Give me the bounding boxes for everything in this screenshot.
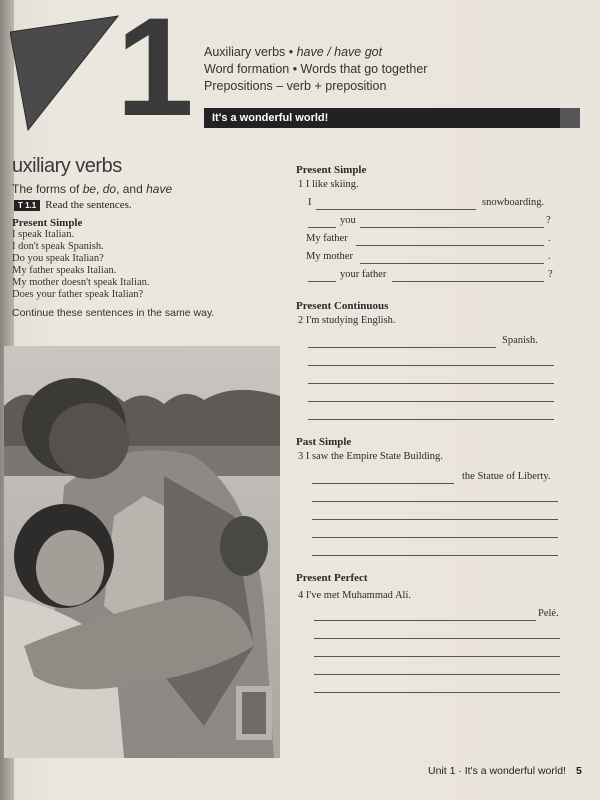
banner-tail <box>560 108 580 128</box>
instruction-text: Read the sentences. <box>45 199 132 211</box>
line-start-text: you <box>340 215 356 226</box>
blank-rule <box>314 674 560 675</box>
page-footer <box>428 765 582 777</box>
line-start-text: your father <box>340 269 387 280</box>
topic-line-2: Word formation • Words that go together <box>204 62 428 76</box>
unit-triangle-graphic <box>10 14 130 132</box>
footer-unit-title: Unit 1 · It's a wonderful world! <box>428 765 566 777</box>
subhead-text: , <box>96 182 103 196</box>
blank-rule <box>312 555 558 556</box>
unit-title-banner: It's a wonderful world! <box>204 108 566 128</box>
line-end-text: snowboarding. <box>482 197 545 208</box>
section-title: uxiliary verbs <box>12 155 122 177</box>
continue-instruction: Continue these sentences in the same way. <box>12 307 215 319</box>
hug-photo <box>4 346 280 758</box>
instruction-row <box>12 199 282 211</box>
subhead-text: The forms of <box>12 182 83 196</box>
present-continuous-exercise-heading: Present Continuous <box>296 300 389 312</box>
exercise-prompt: 1 I like skiing. <box>298 179 359 190</box>
blank-rule <box>314 638 560 639</box>
blank-rule <box>314 656 560 657</box>
answer-line[interactable] <box>296 468 570 486</box>
blank-rule <box>308 383 554 384</box>
topic-line-3: Prepositions – verb + preposition <box>204 79 387 93</box>
present-simple-exercise-heading: Present Simple <box>296 164 367 176</box>
topic-line-1 <box>204 44 564 61</box>
answer-line[interactable] <box>296 522 570 540</box>
present-perfect-exercise-heading: Present Perfect <box>296 572 368 584</box>
unit-topics <box>204 44 564 95</box>
blank-rule <box>312 537 558 538</box>
blank-rule <box>308 227 336 228</box>
answer-line[interactable] <box>296 332 570 350</box>
blank-rule <box>314 620 536 621</box>
blank-rule <box>312 519 558 520</box>
answer-line[interactable] <box>296 641 570 659</box>
answer-line[interactable] <box>296 194 570 212</box>
forms-subheading <box>12 182 282 196</box>
answer-line[interactable] <box>296 230 570 248</box>
blank-rule <box>392 281 544 282</box>
blank-rule <box>316 209 476 210</box>
answer-line[interactable] <box>296 350 570 368</box>
answer-line[interactable] <box>296 486 570 504</box>
line-start-text: My father <box>306 233 348 244</box>
line-end-text: the Statue of Liberty. <box>462 471 551 482</box>
blank-rule <box>308 365 554 366</box>
line-start-text: I <box>308 197 312 208</box>
blank-rule <box>314 692 560 693</box>
left-column <box>12 154 282 319</box>
answer-line[interactable] <box>296 404 570 422</box>
subhead-be: be <box>82 182 97 196</box>
topic-auxiliary: Auxiliary verbs <box>204 45 286 59</box>
line-end-text: Spanish. <box>502 335 538 346</box>
example-sentence: My mother doesn't speak Italian. <box>12 277 150 288</box>
present-simple-heading: Present Simple <box>12 217 83 229</box>
line-end-text: ? <box>546 215 551 226</box>
example-sentences <box>12 229 282 301</box>
example-sentence: My father speaks Italian. <box>12 265 117 276</box>
line-end-text: . <box>548 251 551 262</box>
topic-separator: • <box>285 45 297 59</box>
example-sentence: I don't speak Spanish. <box>12 241 104 252</box>
answer-line[interactable] <box>296 659 570 677</box>
page-number: 5 <box>575 765 582 777</box>
line-end-text: ? <box>548 269 553 280</box>
example-sentence: Do you speak Italian? <box>12 253 104 264</box>
blank-rule <box>308 281 336 282</box>
audio-track-badge: T 1.1 <box>14 200 40 211</box>
exercise-prompt: 3 I saw the Empire State Building. <box>298 451 443 462</box>
example-sentence: Does your father speak Italian? <box>12 289 144 300</box>
exercise-prompt: 2 I'm studying English. <box>298 315 396 326</box>
exercises-column <box>296 164 570 695</box>
subhead-do: do <box>102 182 117 196</box>
blank-rule <box>312 483 454 484</box>
blank-rule <box>308 419 554 420</box>
blank-rule <box>308 401 554 402</box>
past-simple-exercise-heading: Past Simple <box>296 436 352 448</box>
blank-rule <box>360 227 544 228</box>
answer-line[interactable] <box>296 248 570 266</box>
answer-line[interactable] <box>296 605 570 623</box>
answer-line[interactable] <box>296 386 570 404</box>
blank-rule <box>360 263 544 264</box>
blank-rule <box>312 501 558 502</box>
line-start-text: My mother <box>306 251 353 262</box>
answer-line[interactable] <box>296 368 570 386</box>
blank-rule <box>308 347 496 348</box>
subhead-have: have <box>146 182 173 196</box>
line-end-text: . <box>548 233 551 244</box>
topic-have: have / have got <box>296 45 383 59</box>
answer-line[interactable] <box>296 212 570 230</box>
line-end-text: Pelé. <box>538 608 559 619</box>
answer-line[interactable] <box>296 504 570 522</box>
answer-line[interactable] <box>296 540 570 558</box>
blank-rule <box>356 245 544 246</box>
example-sentence: I speak Italian. <box>12 229 75 240</box>
answer-line[interactable] <box>296 623 570 641</box>
exercise-prompt: 4 I've met Muhammad Ali. <box>298 590 411 601</box>
subhead-text: , and <box>116 182 147 196</box>
unit-number: 1 <box>116 0 188 145</box>
answer-line[interactable] <box>296 266 570 284</box>
answer-line[interactable] <box>296 677 570 695</box>
